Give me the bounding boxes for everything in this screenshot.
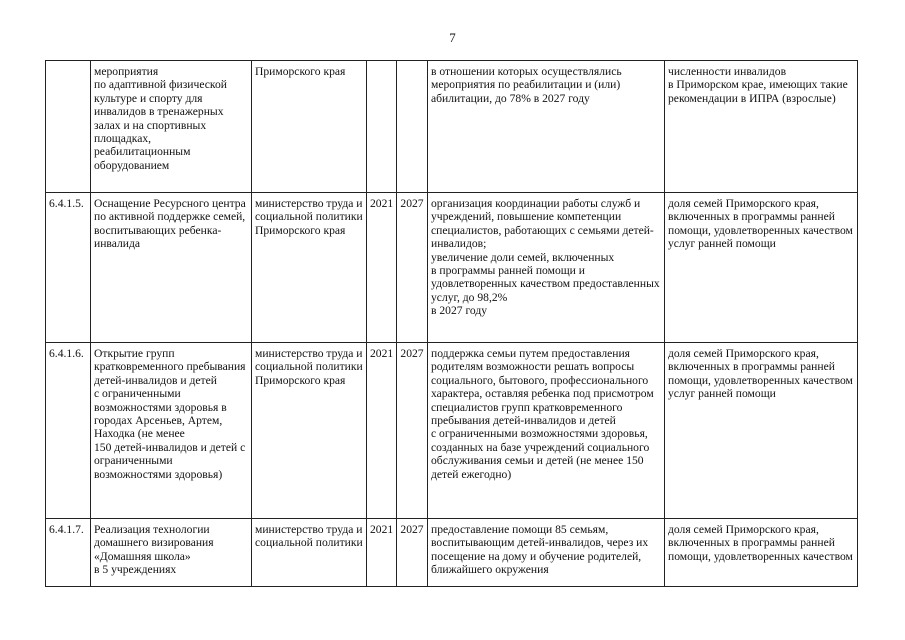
end-year: 2027 — [397, 519, 428, 587]
table-row — [46, 519, 858, 587]
table-row — [46, 193, 858, 343]
table-row — [46, 61, 858, 193]
row-number: 6.4.1.5. — [46, 193, 91, 343]
start-year — [367, 61, 397, 193]
expected-result: поддержка семьи путем предоставления родителям возможности решать вопросы социального, бытового, профессионального характера, оставляя ребенка под присмотром специалистов групп кратковременного пребывания детей-инвалидов и детей с ограниченными возможностями здоровья, созданных на базе учреждений социального обслуживания семьи и детей (не менее 150 детей ежегодно) — [428, 343, 665, 519]
start-year: 2021 — [367, 519, 397, 587]
executor: министерство труда и социальной политики Приморского края — [252, 343, 367, 519]
row-number — [46, 61, 91, 193]
activity-title: Реализация технологии домашнего визирования «Домашняя школа» в 5 учреждениях — [91, 519, 252, 587]
start-year: 2021 — [367, 193, 397, 343]
end-year: 2027 — [397, 193, 428, 343]
executor: Приморского края — [252, 61, 367, 193]
activity-title: мероприятия по адаптивной физической культуре и спорту для инвалидов в тренажерных залах и на спортивных площадках, реабилитационным оборудованием — [91, 61, 252, 193]
end-year — [397, 61, 428, 193]
executor: министерство труда и социальной политики Приморского края — [252, 193, 367, 343]
start-year: 2021 — [367, 343, 397, 519]
expected-result: организация координации работы служб и учреждений, повышение компетенции специалистов, работающих с семьями детей-инвалидов; увеличение доли семей, включенных в программы ранней помощи и удовлетворенных качеством предоставленных услуг, до 98,2% в 2027 году — [428, 193, 665, 343]
expected-result: предоставление помощи 85 семьям, воспитывающим детей-инвалидов, через их посещение на дому и обучение родителей, ближайшего окружения — [428, 519, 665, 587]
row-number: 6.4.1.6. — [46, 343, 91, 519]
end-year: 2027 — [397, 343, 428, 519]
indicator: доля семей Приморского края, включенных в программы ранней помощи, удовлетворенных качеством услуг ранней помощи — [665, 193, 858, 343]
executor: министерство труда и социальной политики — [252, 519, 367, 587]
indicator: численности инвалидов в Приморском крае, имеющих такие рекомендации в ИПРА (взрослые) — [665, 61, 858, 193]
expected-result: в отношении которых осуществлялись мероприятия по реабилитации и (или) абилитации, до 78% в 2027 году — [428, 61, 665, 193]
indicator: доля семей Приморского края, включенных в программы ранней помощи, удовлетворенных качеством услуг ранней помощи — [665, 343, 858, 519]
row-number: 6.4.1.7. — [46, 519, 91, 587]
activity-title: Оснащение Ресурсного центра по активной поддержке семей, воспитывающих ребенка-инвалида — [91, 193, 252, 343]
activity-title: Открытие групп кратковременного пребывания детей-инвалидов и детей с ограниченными возможностями здоровья в городах Арсеньев, Артем, Находка (не менее 150 детей-инвалидов и детей с ограниченными возможностями здоровья) — [91, 343, 252, 519]
indicator: доля семей Приморского края, включенных в программы ранней помощи, удовлетворенных качеством — [665, 519, 858, 587]
page-number: 7 — [449, 30, 456, 45]
table-row — [46, 343, 858, 519]
program-activities-table — [45, 60, 858, 587]
